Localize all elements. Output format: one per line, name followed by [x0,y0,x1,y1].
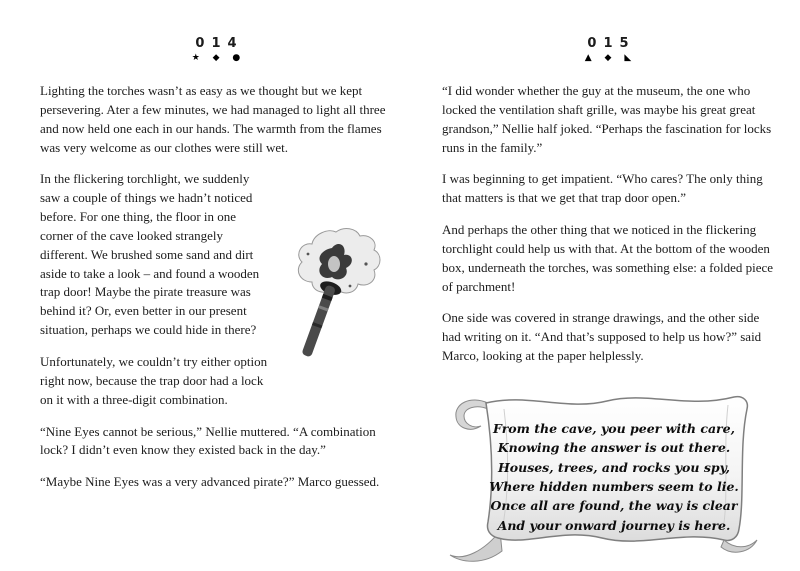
left-page-text-column [40,82,392,505]
paragraph: “Maybe Nine Eyes was a very advanced pirate?” Marco guessed. [40,474,380,490]
poem-line: Houses, trees, and rocks you spy, [497,459,731,475]
torch-icon [280,224,392,366]
paragraph: “Nine Eyes cannot be serious,” Nellie muttered. “A combination lock? I didn’t even know they existed back in the day.” [40,423,376,458]
poem-line: Once all are found, the way is clear [490,498,738,514]
paragraph: And perhaps the other thing that we noticed in the flickering torchlight could help us with that. At the bottom of the wooden box, underneath the torches, was something else: a folded piece of parchment! [442,222,774,294]
left-page-glyphs-icon: ★ ◆ ● [191,53,246,63]
left-page-number: 014 [195,36,244,51]
right-page-text-column [442,82,774,571]
right-page-glyphs-icon: ▲ ◆ ◣ [584,53,637,63]
paragraph: Unfortunately, we couldn’t try either option right now, because the trap door had a lock on it with a three-digit combination. [40,353,268,407]
paragraph: Lighting the torches wasn’t as easy as we thought but we kept persevering. Ater a few minutes, we had managed to light all three and now held one each in our hands. The warmth from the flames was very welcome as our clothes were still wet. [40,83,386,155]
poem-line: Knowing the answer is out there. [497,440,731,456]
paragraph: In the flickering torchlight, we suddenly saw a couple of things we hadn’t noticed before. For one thing, the floor in one corner of the cave looked strangely different. We brushed some sand and dirt aside to take a look – and found a wooden trap door! Maybe the pirate treasure was behind it? Or, even better in our present situation, perhaps we could hide in there? [40,171,260,338]
paragraph: One side was covered in strange drawings, and the other side had writing on it. “And that’s supposed to help us how?” said Marco, looking at the paper helplessly. [442,310,762,364]
scroll-poem [482,419,746,535]
left-page-header [40,36,392,63]
poem-line: And your onward journey is here. [497,517,731,533]
torch-illustration [280,224,392,366]
parchment-scroll-illustration [442,379,774,571]
poem-line: Where hidden numbers seem to lie. [489,479,739,495]
poem-line: From the cave, you peer with care, [493,420,735,436]
right-page-header [442,36,774,63]
paragraph: I was beginning to get impatient. “Who cares? The only thing that matters is that we get that trap door open.” [442,171,763,206]
paragraph: “I did wonder whether the guy at the museum, the one who locked the ventilation shaft grille, was maybe his great great grandson,” Nellie half joked. “Perhaps the fascination for locks runs in the family.” [442,83,772,155]
right-page-number: 015 [587,36,636,51]
